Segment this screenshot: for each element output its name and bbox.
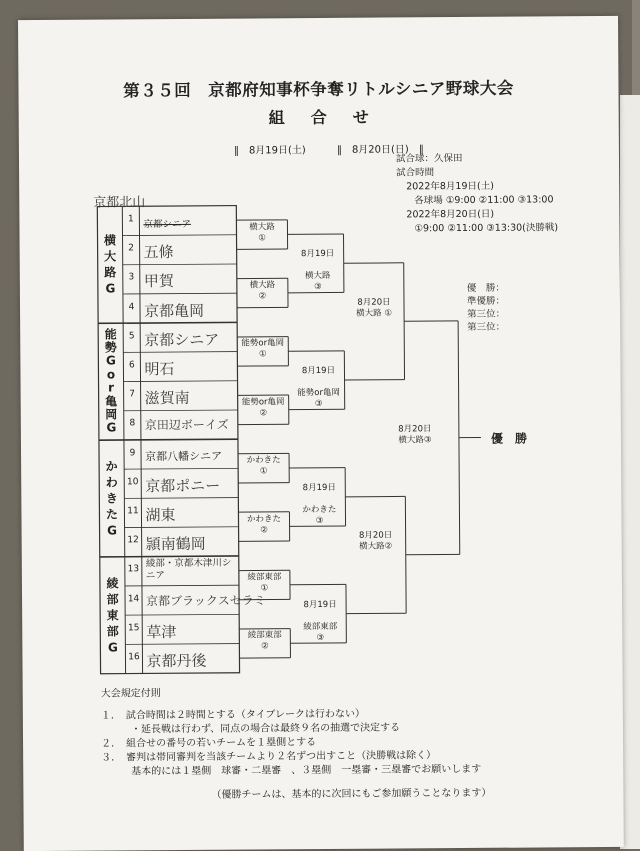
r1-date-label (292, 366, 344, 377)
team-name: 滋賀南 (145, 387, 236, 409)
group-label-char: G (98, 281, 123, 297)
final-match-label (385, 424, 445, 446)
team-name: 湖東 (145, 504, 236, 526)
group-label-char: 部 (100, 591, 125, 607)
time-label: 試合時間 (396, 165, 558, 180)
team-name: 京都ポニー (145, 474, 236, 496)
r1-match-label-line2: ① (239, 350, 286, 361)
r1-match-label (239, 280, 286, 302)
team-name: 京都八幡シニア (145, 447, 236, 464)
r2-match-label-line1: 能勢or亀岡 (295, 388, 343, 399)
sf-match-label-line2: 横大路 ① (346, 308, 402, 319)
team-number: 15 (125, 623, 142, 633)
r1-date-label (292, 249, 344, 260)
r1-match-label-line1: 綾部東部 (241, 631, 288, 642)
team-number: 10 (124, 477, 141, 487)
day2-date: 2022年8月20日(日) (396, 207, 558, 222)
rule-item: 基本的には１塁側 球審・二塁審 、３塁側 一塁審・三塁審でお願いします (101, 762, 601, 779)
r2-match-label-line1: 綾部東部 (296, 622, 344, 633)
team-number: 8 (124, 419, 141, 429)
result-third-1: 第三位： (467, 308, 505, 321)
result-winner: 優 勝： (467, 282, 505, 295)
table-row-line (98, 322, 237, 323)
team-number: 11 (124, 506, 141, 516)
team-number: 6 (123, 360, 140, 370)
team-name: 甲賀 (144, 270, 235, 292)
r1-match-label-line2: ② (239, 291, 286, 302)
date-header-1: ‖ 8月19日(土) (234, 141, 306, 157)
team-name: 五條 (144, 241, 235, 263)
tournament-sheet (18, 16, 624, 851)
rule-item: ２． 組合せの番号の若いチームを１塁側とする (101, 734, 601, 751)
r2-match-label (294, 271, 342, 293)
r2-match-label-line2: ③ (294, 282, 342, 293)
team-name: 京都丹後 (146, 650, 237, 672)
r1-match-label-line1: かわきた (240, 455, 287, 466)
rules-list (101, 706, 601, 779)
rules-section (101, 684, 602, 803)
final-match-label-line1: 8月20日 (385, 424, 445, 435)
group-label-char: わ (99, 474, 124, 490)
group-label-char: 東 (100, 607, 125, 623)
group-label (99, 458, 125, 538)
r1-match-label (240, 455, 287, 477)
r1-match-label (239, 339, 286, 361)
group-label-char: き (99, 490, 124, 506)
group-label-char: た (99, 506, 124, 522)
r2-match-label-line2: ③ (296, 633, 344, 644)
r1-match-label-line2: ② (241, 642, 288, 653)
sf-match-label (346, 297, 402, 319)
r2-match-label (295, 388, 343, 410)
group-label-char: r (99, 382, 124, 396)
group-label (98, 328, 124, 435)
r1-date-label (293, 483, 345, 494)
group-label-char: 綾 (100, 575, 125, 591)
r1-match-label-line1: 能勢or亀岡 (239, 339, 286, 350)
r1-match-label (240, 397, 287, 419)
r1-match-label (240, 514, 287, 536)
group-label (97, 233, 122, 297)
day1-date: 2022年8月19日(土) (396, 179, 558, 194)
group-label-char: G (100, 639, 125, 655)
team-name: 京都ブラックスセラミ (146, 591, 237, 609)
group-label-char: 亀 (99, 395, 124, 409)
r2-match-label (296, 622, 344, 644)
group-label-char: 部 (100, 623, 125, 639)
rule-item: ３． 審判は帯同審判を当該チームより２名ずつ出すこと（決勝戦は除く） (101, 748, 601, 765)
r1-match-label-line1: かわきた (240, 514, 287, 525)
r1-match-label-line1: 横大路 (238, 222, 285, 233)
group-label-char: 大 (98, 249, 123, 265)
team-number: 3 (123, 273, 140, 283)
r1-date-label-line1: 8月19日 (293, 483, 345, 494)
team-name: 明石 (144, 358, 235, 380)
group-label-char: 路 (98, 265, 123, 281)
r2-match-label-line2: ③ (295, 516, 343, 527)
r1-date-label-line1: 8月19日 (294, 600, 346, 611)
r1-match-label-line2: ① (239, 233, 286, 244)
team-number: 2 (123, 243, 140, 253)
r1-match-label-line1: 能勢or亀岡 (240, 397, 287, 408)
handwritten-team-1: 京都北山 (93, 191, 145, 210)
r1-match-label-line2: ① (240, 466, 287, 477)
page-title: 第３５回 京都府知事杯争奪リトルシニア野球大会 (18, 74, 618, 102)
group-label-char: 勢 (98, 342, 123, 356)
r1-match-label-line1: 綾部東部 (241, 572, 288, 583)
champion-label: 優 勝 (491, 429, 527, 446)
sf-match-label-line1: 8月20日 (346, 297, 402, 308)
team-number: 16 (125, 652, 142, 662)
team-number: 5 (123, 331, 140, 341)
r2-match-label-line1: 横大路 (294, 271, 342, 282)
team-name: 綾部・京都木津川シニア (146, 558, 237, 583)
team-number: 1 (122, 214, 139, 224)
result-third-2: 第三位： (467, 321, 505, 334)
team-number: 4 (123, 302, 140, 312)
sf-match-label-line1: 8月20日 (348, 531, 404, 542)
team-name: 京都亀岡 (144, 299, 235, 321)
final-match-label-line2: 横大路③ (385, 435, 445, 446)
group-label-char: 岡 (99, 408, 124, 422)
team-name: 草津 (146, 620, 237, 642)
r1-date-label-line1: 8月19日 (292, 249, 344, 260)
r1-match-label-line2: ② (240, 408, 287, 419)
rules-footer: （優勝チームは、基本的に次回にもご参加願うことなります） (101, 786, 601, 803)
rule-item: １． 試合時間は２時間とする（タイブレークは行わない） (101, 706, 601, 723)
team-name: 京都シニア (144, 328, 235, 350)
group-label (100, 575, 126, 655)
r1-match-label (241, 631, 288, 653)
ball-info: 試合球：久保田 (396, 151, 558, 166)
sf-match-label (348, 531, 404, 553)
result-runner-up: 準優勝： (467, 295, 505, 308)
r1-match-label (238, 222, 285, 244)
r1-match-label-line1: 横大路 (239, 280, 286, 291)
group-label-char: G (100, 522, 125, 538)
team-number: 12 (125, 535, 142, 545)
rule-item: ・延長戦は行わず、同点の場合は最終９名の抽選で決定する (101, 720, 601, 737)
team-name: 頴南鶴岡 (146, 533, 237, 555)
table-row-line (99, 439, 238, 440)
team-name: 京都シニア (143, 216, 234, 231)
group-label-char: o (98, 368, 123, 382)
r2-match-label (295, 505, 343, 527)
group-label-char: 能 (98, 328, 123, 342)
r1-match-label-line2: ② (241, 525, 288, 536)
rules-heading: 大会規定付則 (101, 684, 601, 701)
group-label-char: 横 (97, 233, 122, 249)
r1-date-label (294, 600, 346, 611)
page-subtitle: 組合せ (19, 103, 619, 130)
team-number: 7 (124, 389, 141, 399)
day1-times: 各球場 ①9:00 ②11:00 ③13:00 (396, 193, 558, 208)
group-label-char: G (98, 355, 123, 369)
r1-date-label-line1: 8月19日 (292, 366, 344, 377)
r1-match-label (241, 572, 288, 594)
group-label-char: か (99, 458, 124, 474)
team-number: 14 (125, 594, 142, 604)
r1-match-label-line2: ① (241, 583, 288, 594)
r2-match-label-line2: ③ (295, 399, 343, 410)
team-name: 京田辺ボーイズ (145, 416, 236, 434)
group-label-char: G (99, 422, 124, 436)
sf-match-label-line2: 横大路② (348, 542, 404, 553)
team-number: 9 (124, 448, 141, 458)
day2-times: ①9:00 ②11:00 ③13:30(決勝戦) (396, 221, 558, 236)
r2-match-label-line1: かわきた (295, 505, 343, 516)
date-header-2: ‖ 8月20日(日) ‖ (337, 140, 424, 156)
team-number: 13 (125, 565, 142, 575)
